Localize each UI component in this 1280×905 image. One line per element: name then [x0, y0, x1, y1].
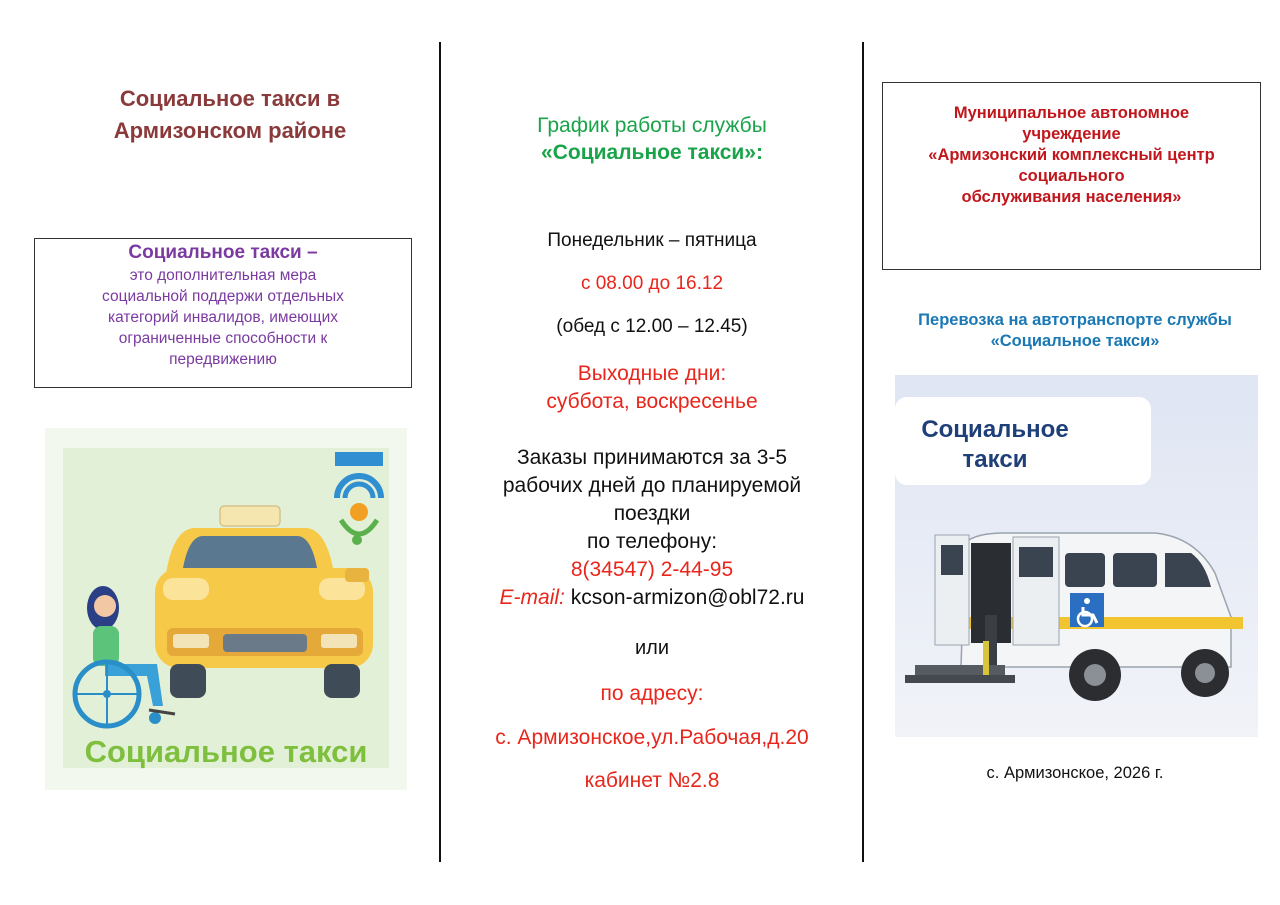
- address-label: по адресу:: [600, 682, 704, 705]
- weekdays-text: Понедельник – пятница: [547, 230, 757, 251]
- schedule-title-line1: График работы службы: [537, 114, 767, 137]
- organization-box: [882, 82, 1261, 270]
- transport-line1: Перевозка на автотранспорте службы: [918, 311, 1232, 329]
- organization-line: Муниципальное автономное: [953, 104, 1190, 122]
- lunch-break: (обед с 12.00 – 12.45): [556, 316, 748, 337]
- orders-line: по телефону:: [586, 530, 718, 553]
- transport-line2: «Социальное такси»: [990, 332, 1160, 350]
- footer-place-year: с. Армизонское, 2026 г.: [986, 764, 1164, 782]
- definition-box: [34, 238, 412, 388]
- column-divider-left: [439, 42, 441, 862]
- or-text: или: [634, 637, 669, 659]
- taxi-illustration-art: [45, 428, 407, 790]
- orders-line: рабочих дней до планируемой: [502, 474, 802, 497]
- left-title: [40, 83, 420, 147]
- orders-block: [443, 444, 861, 612]
- definition-line: передвижению: [169, 351, 277, 368]
- schedule-title: [443, 112, 861, 166]
- phone-number[interactable]: 8(34547) 2-44-95: [570, 558, 734, 581]
- email-row: [443, 584, 861, 612]
- van-label-line1: Социальное: [921, 416, 1069, 443]
- definition-line: это дополнительная мера: [129, 267, 317, 284]
- address-text: с. Армизонское,ул.Рабочая,д.20: [495, 726, 809, 749]
- definition-line: категорий инвалидов, имеющих: [108, 309, 338, 326]
- cabinet-text: кабинет №2.8: [584, 769, 720, 792]
- orders-line: Заказы принимаются за 3-5: [516, 446, 788, 469]
- column-divider-right: [862, 42, 864, 862]
- organization-name: [883, 103, 1260, 208]
- weekend-label: Выходные дни:: [577, 362, 727, 385]
- definition-heading: Социальное такси –: [128, 242, 318, 263]
- weekend-days: суббота, воскресенье: [546, 390, 758, 413]
- left-title-line2: Армизонском районе: [113, 118, 347, 143]
- left-title-line1: Социальное такси в: [119, 86, 341, 111]
- organization-line: учреждение: [1022, 125, 1121, 143]
- transport-heading: [880, 310, 1270, 352]
- van-photo: [895, 375, 1258, 737]
- organization-line: «Армизонский комплексный центр: [928, 146, 1215, 164]
- working-hours: с 08.00 до 16.12: [580, 273, 724, 294]
- van-label-line2: такси: [962, 446, 1028, 473]
- weekend-block: [443, 360, 861, 416]
- taxi-illustration: [45, 428, 407, 790]
- organization-line: обслуживания населения»: [961, 188, 1182, 206]
- email-address[interactable]: kcson-armizon@obl72.ru: [570, 586, 805, 609]
- illustration-caption: Социальное такси: [84, 734, 368, 769]
- email-label: E-mail:: [499, 586, 565, 609]
- definition-text: [35, 265, 411, 370]
- van-photo-art: [895, 375, 1258, 737]
- accessible-van-icon: [905, 533, 1243, 701]
- definition-line: социальной поддержи отдельных: [102, 288, 344, 305]
- schedule-title-line2: «Социальное такси»:: [541, 141, 763, 164]
- orders-line: поездки: [613, 502, 691, 525]
- definition-line: ограниченные способности к: [118, 330, 328, 347]
- organization-line: социального: [1018, 167, 1125, 185]
